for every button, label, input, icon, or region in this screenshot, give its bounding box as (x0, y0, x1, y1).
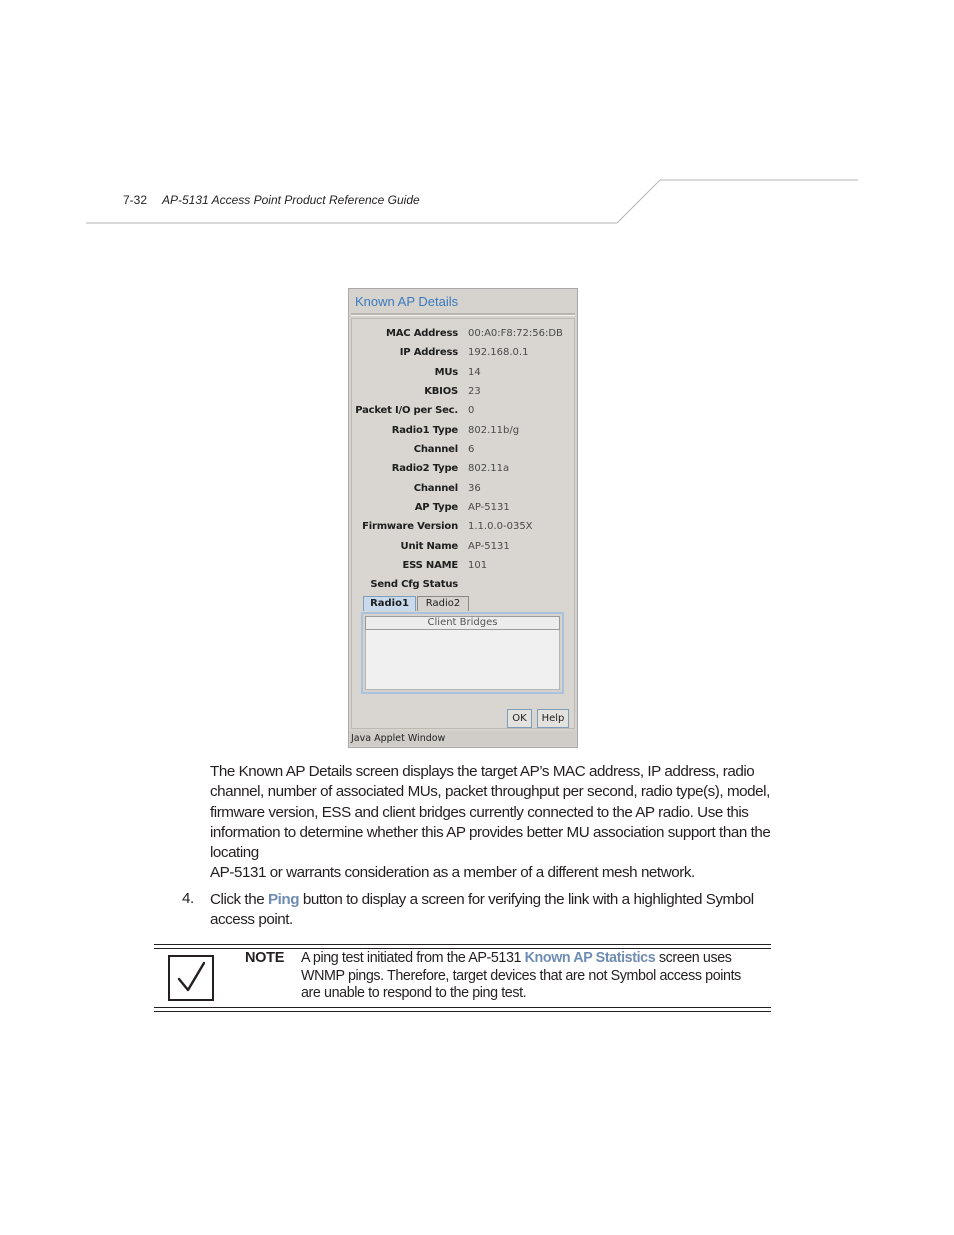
field-firmware-version (349, 521, 575, 535)
ping-reference: Ping (267, 891, 300, 908)
note-top-rule (154, 944, 771, 945)
field-label: Radio1 Type (391, 425, 458, 436)
field-label: MAC Address (386, 328, 458, 339)
field-label: Send Cfg Status (370, 579, 458, 590)
step-line-2: access point. (210, 911, 293, 929)
field-ess-name (349, 560, 575, 574)
note-top-rule (154, 948, 771, 949)
field-packet-io (349, 405, 575, 419)
field-value: AP-5131 (468, 541, 510, 552)
field-value: 14 (468, 367, 481, 378)
client-bridges-column-header[interactable]: Client Bridges (365, 616, 560, 630)
note-pre: A ping test initiated from the AP-5131 (301, 950, 525, 966)
field-unit-name (349, 541, 575, 555)
field-label: MUs (434, 367, 458, 378)
known-ap-statistics-reference: Known AP Statistics (524, 950, 656, 966)
field-value: 36 (468, 483, 481, 494)
note-post: screen uses (655, 950, 732, 966)
title-divider (351, 313, 575, 316)
field-value: 802.11b/g (468, 425, 520, 436)
field-value: 192.168.0.1 (468, 347, 529, 358)
field-label: Channel (413, 444, 458, 455)
field-label: Unit Name (400, 541, 458, 552)
field-mac-address (349, 328, 575, 342)
field-mus (349, 367, 575, 381)
field-label: Radio2 Type (391, 463, 458, 474)
note-line-2: WNMP pings. Therefore, target devices that are not Symbol access points (301, 967, 741, 984)
note-label: NOTE (245, 950, 285, 966)
step-line (210, 890, 780, 910)
paragraph-line: information to determine whether this AP provides better MU association support than the (210, 823, 771, 841)
field-value: 00:A0:F8:72:56:DB (468, 328, 563, 339)
field-label: Firmware Version (362, 521, 458, 532)
field-label: IP Address (399, 347, 458, 358)
status-bar: Java Applet Window (350, 731, 576, 746)
field-radio1-type (349, 425, 575, 439)
step-pre: Click the (210, 891, 268, 908)
window-title: Known AP Details (355, 294, 459, 309)
tab-radio2[interactable]: Radio2 (417, 596, 469, 611)
paragraph-line: locating (210, 844, 259, 862)
field-label: Packet I/O per Sec. (355, 405, 458, 416)
paragraph-line: AP-5131 or warrants consideration as a member of a different mesh network. (210, 864, 695, 882)
tab-radio1[interactable]: Radio1 (363, 596, 416, 611)
field-radio2-channel (349, 483, 575, 497)
field-label: KBIOS (424, 386, 458, 397)
client-bridges-list[interactable] (365, 630, 560, 690)
field-label: Channel (413, 483, 458, 494)
client-bridges-panel (361, 612, 564, 694)
field-label: AP Type (414, 502, 458, 513)
note-text (301, 950, 771, 1003)
note-bottom-rule (154, 1007, 771, 1008)
note-line (301, 950, 771, 968)
step-post: button to display a screen for verifying the link with a highlighted Symbol (299, 891, 754, 908)
field-kbios (349, 386, 575, 400)
step-number: 4. (182, 890, 194, 907)
checkmark-icon (168, 955, 214, 1001)
help-button[interactable]: Help (537, 709, 569, 728)
ok-button[interactable]: OK (507, 709, 532, 728)
paragraph-line: firmware version, ESS and client bridges currently connected to the AP radio. Use this (210, 803, 749, 821)
page-number: 7-32 (123, 193, 148, 207)
known-ap-details-window (348, 288, 578, 748)
field-value: 802.11a (468, 463, 510, 474)
field-value: 23 (468, 386, 481, 397)
field-value: AP-5131 (468, 502, 510, 513)
description-paragraph (210, 762, 780, 884)
step-text (210, 890, 780, 931)
note-line-3: are unable to respond to the ping test. (301, 985, 527, 1001)
field-value: 101 (468, 560, 488, 571)
checkmark-glyph (170, 957, 212, 999)
field-radio1-channel (349, 444, 575, 458)
field-ap-type (349, 502, 575, 516)
paragraph-line: The Known AP Details screen displays the target AP’s MAC address, IP address, radio (210, 763, 755, 780)
guide-title: AP-5131 Access Point Product Reference Guide (162, 193, 420, 207)
field-ip-address (349, 347, 575, 361)
note-bottom-rule (154, 1011, 771, 1012)
field-label: ESS NAME (402, 560, 458, 571)
field-radio2-type (349, 463, 575, 477)
field-value: 0 (468, 405, 475, 416)
field-value: 1.1.0.0-035X (468, 521, 533, 532)
field-value: 6 (468, 444, 475, 455)
paragraph-line: channel, number of associated MUs, packet throughput per second, radio type(s), model, (210, 783, 770, 801)
field-send-cfg-status (349, 579, 575, 593)
